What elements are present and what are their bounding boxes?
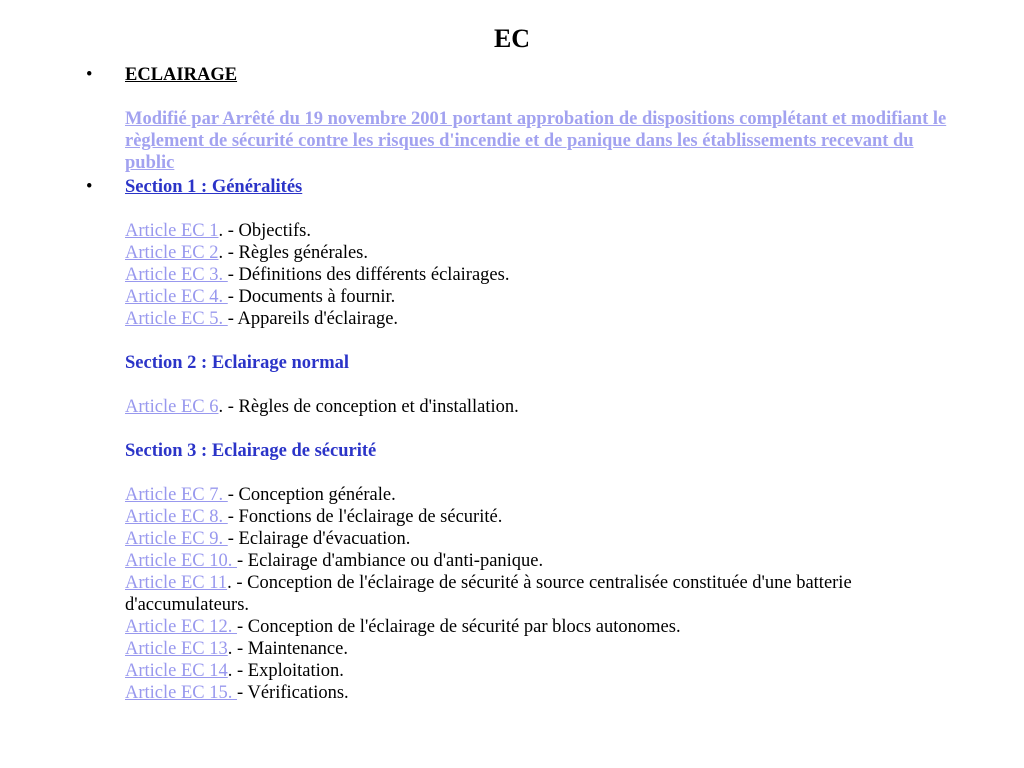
- article-line: [125, 682, 955, 704]
- section-3-heading: Section 3 : Eclairage de sécurité: [125, 441, 377, 461]
- article-text: . - Conception de l'éclairage de sécurité à source centralisée constituée d'une batterie d'accumulateurs.: [125, 573, 852, 615]
- article-line: [125, 506, 955, 528]
- article-line: [125, 616, 955, 638]
- eclairage-heading: ECLAIRAGE: [125, 65, 238, 85]
- article-text: - Fonctions de l'éclairage de sécurité.: [227, 507, 503, 527]
- toc-list: [86, 64, 955, 704]
- modification-link[interactable]: Modifié par Arrêté du 19 novembre 2001 portant approbation de dispositions complétant et modifiant le règlement de sécurité contre les risques d'incendie et de panique dans les établissements recevant du public: [125, 109, 947, 173]
- article-link[interactable]: Article EC 1: [125, 221, 219, 241]
- section-1-link[interactable]: Section 1 : Généralités: [125, 177, 303, 197]
- section-2-heading: Section 2 : Eclairage normal: [125, 353, 350, 373]
- article-text: - Conception générale.: [227, 485, 396, 505]
- article-text: - Documents à fournir.: [227, 287, 396, 307]
- article-text: . - Maintenance.: [227, 639, 348, 659]
- article-line: [125, 572, 955, 616]
- section-1-articles: [125, 220, 955, 330]
- article-link[interactable]: Article EC 11: [125, 573, 228, 593]
- article-line: [125, 264, 955, 286]
- list-item-eclairage: [86, 64, 955, 174]
- article-line: [125, 396, 955, 418]
- article-link[interactable]: Article EC 6: [125, 397, 219, 417]
- article-link[interactable]: Article EC 8.: [125, 507, 228, 527]
- article-link[interactable]: Article EC 12.: [125, 617, 238, 637]
- article-line: [125, 638, 955, 660]
- article-link[interactable]: Article EC 4.: [125, 287, 228, 307]
- article-text: - Définitions des différents éclairages.: [227, 265, 510, 285]
- article-line: [125, 660, 955, 682]
- article-link[interactable]: Article EC 2: [125, 243, 219, 263]
- article-link[interactable]: Article EC 14: [125, 661, 228, 681]
- bullet: •: [86, 65, 93, 85]
- article-text: - Conception de l'éclairage de sécurité par blocs autonomes.: [237, 617, 681, 637]
- article-text: . - Exploitation.: [227, 661, 344, 681]
- list-item-section-1: [86, 176, 955, 704]
- article-text: - Eclairage d'ambiance ou d'anti-panique.: [237, 551, 544, 571]
- article-line: [125, 528, 955, 550]
- article-text: . - Règles générales.: [218, 243, 368, 263]
- article-text: . - Objectifs.: [218, 221, 311, 241]
- article-line: [125, 286, 955, 308]
- article-link[interactable]: Article EC 3.: [125, 265, 228, 285]
- article-line: [125, 220, 955, 242]
- article-link[interactable]: Article EC 13: [125, 639, 228, 659]
- section-3-articles: [125, 484, 955, 704]
- article-text: . - Règles de conception et d'installation.: [218, 397, 519, 417]
- article-line: [125, 242, 955, 264]
- article-text: - Eclairage d'évacuation.: [227, 529, 411, 549]
- section-2-articles: [125, 396, 955, 418]
- article-line: [125, 308, 955, 330]
- article-link[interactable]: Article EC 5.: [125, 309, 228, 329]
- article-link[interactable]: Article EC 15.: [125, 683, 238, 703]
- article-link[interactable]: Article EC 9.: [125, 529, 228, 549]
- article-line: [125, 550, 955, 572]
- bullet: •: [86, 177, 93, 197]
- article-link[interactable]: Article EC 7.: [125, 485, 228, 505]
- page-title: EC: [493, 24, 531, 53]
- article-text: - Vérifications.: [237, 683, 349, 703]
- article-text: - Appareils d'éclairage.: [227, 309, 399, 329]
- article-link[interactable]: Article EC 10.: [125, 551, 238, 571]
- article-line: [125, 484, 955, 506]
